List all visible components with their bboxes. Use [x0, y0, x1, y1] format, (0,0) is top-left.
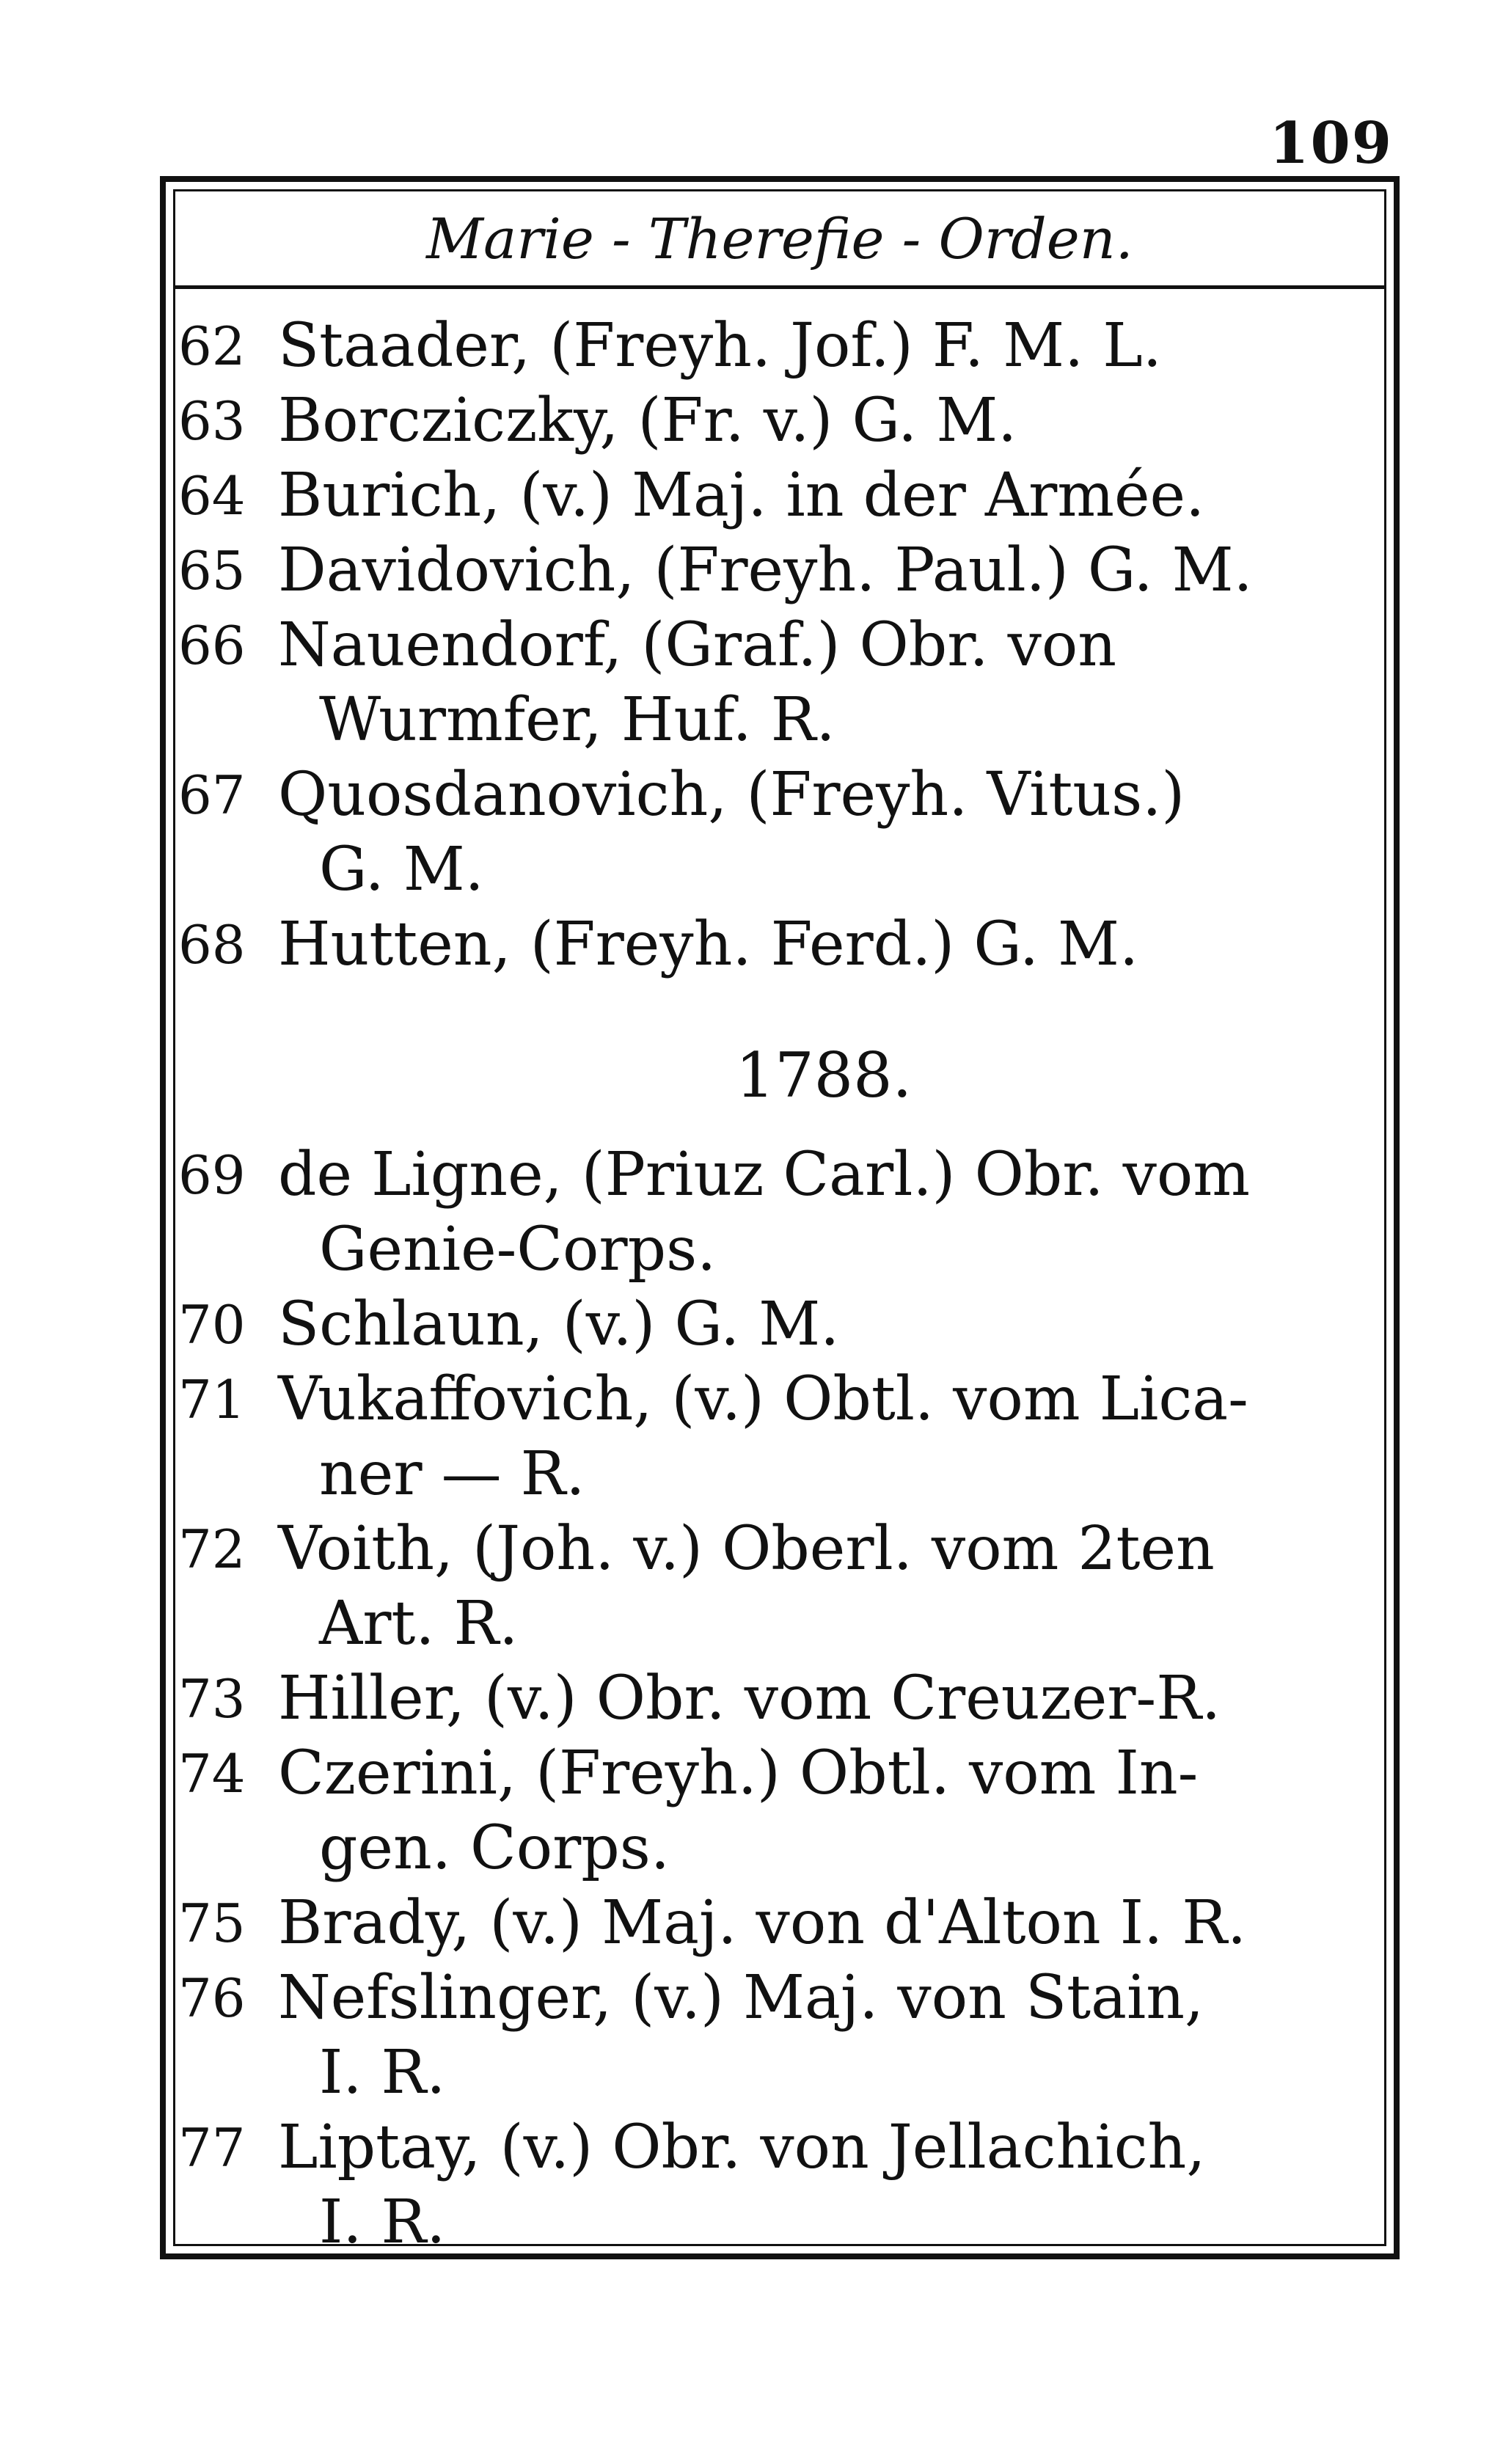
list-item: [175, 309, 1384, 384]
entry-continuation: ner — R.: [319, 1439, 585, 1509]
entry-text: Davidovich, (Freyh. Paul.) G. M.: [278, 535, 1253, 605]
entry-number: 65: [178, 540, 246, 602]
entry-continuation: Wurmfer, Huf. R.: [319, 685, 835, 755]
list-item: [175, 533, 1384, 608]
list-item: [175, 384, 1384, 458]
list-item: [175, 1961, 1384, 2110]
header-title: Marie - Therefie - Orden.: [426, 205, 1133, 271]
entry-continuation: gen. Corps.: [319, 1813, 670, 1883]
entry-number: 69: [178, 1144, 246, 1206]
entry-number: 76: [178, 1967, 246, 2029]
entry-text: Hutten, (Freyh. Ferd.) G. M.: [278, 910, 1139, 979]
entry-text: Borcziczky, (Fr. v.) G. M.: [278, 386, 1017, 456]
list-item: [175, 608, 1384, 758]
entry-text: Czerini, (Freyh.) Obtl. vom In-: [278, 1739, 1199, 1808]
entry-list: [175, 309, 1384, 2260]
entry-continuation: I. R.: [319, 2187, 446, 2257]
list-item: [175, 458, 1384, 533]
entry-continuation: Genie-Corps.: [319, 1215, 717, 1284]
list-item: [175, 1138, 1384, 1287]
list-item: [175, 2110, 1384, 2260]
entry-text: Vukaffovich, (v.) Obtl. vom Lica-: [278, 1364, 1248, 1434]
entry-number: 77: [178, 2117, 246, 2179]
inner-frame: [173, 189, 1386, 2257]
entry-text: de Ligne, (Priuz Carl.) Obr. vom: [278, 1140, 1251, 1210]
entry-text: Liptay, (v.) Obr. von Jellachich,: [278, 2113, 1206, 2182]
page-number: 109: [1269, 110, 1393, 177]
running-header: [175, 191, 1384, 289]
entry-number: 62: [178, 315, 246, 377]
list-item: [175, 1362, 1384, 1512]
entry-continuation: Art. R.: [319, 1589, 519, 1659]
entry-number: 64: [178, 465, 246, 527]
entry-number: 72: [178, 1518, 246, 1580]
entry-number: 68: [178, 914, 246, 976]
entry-number: 67: [178, 764, 246, 826]
list-item: [175, 758, 1384, 907]
entry-number: 71: [178, 1369, 246, 1430]
entry-number: 73: [178, 1668, 246, 1730]
entry-text: Hiller, (v.) Obr. vom Creuzer-R.: [278, 1664, 1221, 1733]
entry-text: Staader, (Freyh. Jof.) F. M. L.: [278, 311, 1162, 381]
list-item: [175, 1661, 1384, 1736]
entry-text: Brady, (v.) Maj. von d'Alton I. R.: [278, 1888, 1247, 1958]
entry-text: Schlaun, (v.) G. M.: [278, 1290, 840, 1359]
list-item: [175, 1736, 1384, 1886]
list-item: [175, 1512, 1384, 1661]
list-item: [175, 1287, 1384, 1362]
entry-number: 70: [178, 1294, 246, 1356]
entry-continuation: G. M.: [319, 835, 484, 904]
entry-number: 74: [178, 1743, 246, 1805]
page-frame: [160, 176, 1400, 2259]
entry-text: Nauendorf, (Graf.) Obr. von: [278, 610, 1117, 680]
list-item: [175, 1886, 1384, 1961]
entry-text: Nefslinger, (v.) Maj. von Stain,: [278, 1963, 1204, 2033]
entry-continuation: I. R.: [319, 2038, 446, 2107]
entry-text: Quosdanovich, (Freyh. Vitus.): [278, 760, 1185, 830]
entry-number: 63: [178, 390, 246, 452]
year-heading: 1788.: [735, 1039, 913, 1111]
entry-number: 66: [178, 615, 246, 676]
entry-text: Burich, (v.) Maj. in der Armée.: [278, 461, 1205, 530]
entry-number: 75: [178, 1893, 246, 1954]
list-item: [175, 907, 1384, 982]
entry-text: Voith, (Joh. v.) Oberl. vom 2ten: [278, 1514, 1215, 1584]
